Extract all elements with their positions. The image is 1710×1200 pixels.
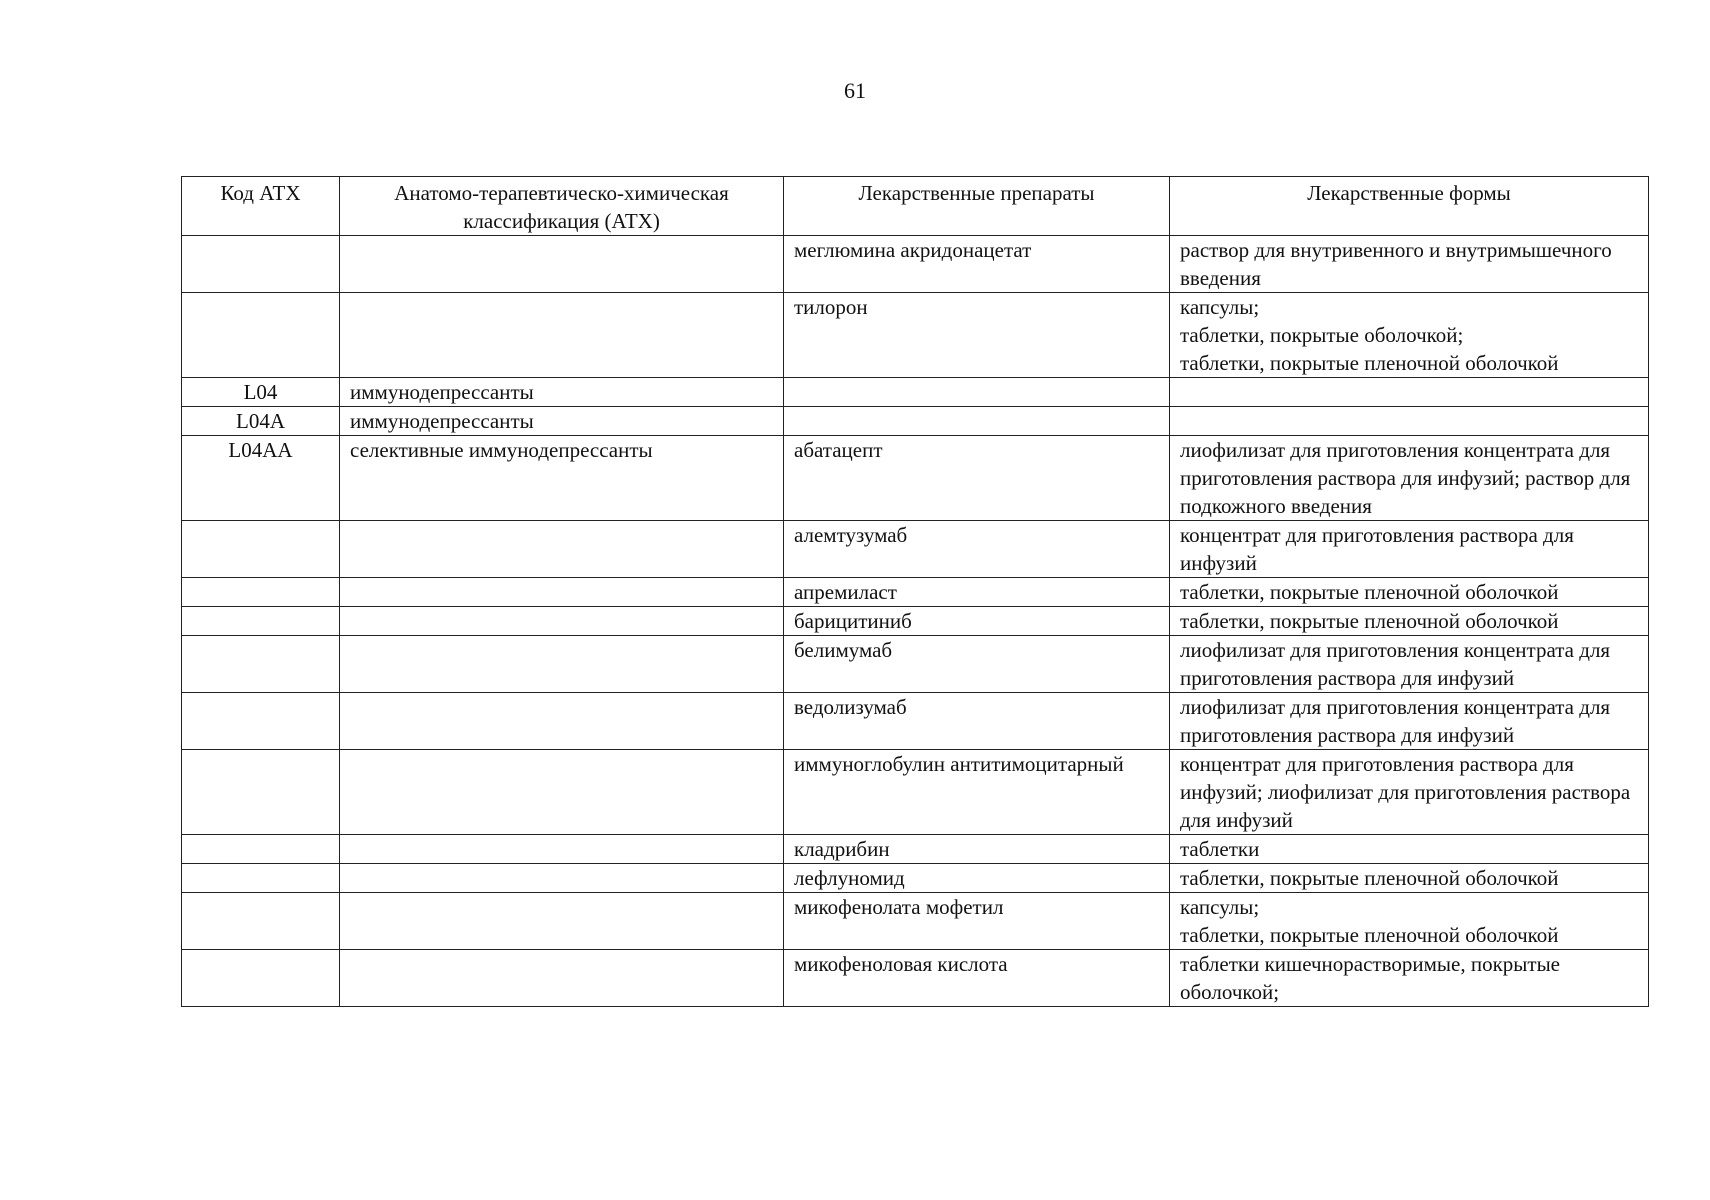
- atc-code-cell: [182, 578, 340, 607]
- drug-cell: белимумаб: [784, 636, 1170, 693]
- dosage-form-cell: лиофилизат для приготовления концентрата для приготовления раствора для инфузий; раствор для подкожного введения: [1170, 436, 1649, 521]
- header-classification: Анатомо-терапевтическо-химическая классификация (АТХ): [340, 177, 784, 236]
- table-row: [182, 378, 1649, 407]
- table-row: [182, 578, 1649, 607]
- atc-code-cell: [182, 636, 340, 693]
- classification-cell: [340, 893, 784, 950]
- table-row: [182, 835, 1649, 864]
- table-row: [182, 750, 1649, 835]
- atc-code-cell: [182, 236, 340, 293]
- atc-code-cell: L04AA: [182, 436, 340, 521]
- drug-cell: микофеноловая кислота: [784, 950, 1170, 1007]
- header-drugs: Лекарственные препараты: [784, 177, 1170, 236]
- classification-cell: [340, 636, 784, 693]
- dosage-form-cell: капсулы; таблетки, покрытые пленочной оболочкой: [1170, 893, 1649, 950]
- table-row: [182, 407, 1649, 436]
- table-row: [182, 864, 1649, 893]
- classification-cell: иммунодепрессанты: [340, 407, 784, 436]
- drug-cell: абатацепт: [784, 436, 1170, 521]
- drug-cell: алемтузумаб: [784, 521, 1170, 578]
- drug-cell: тилорон: [784, 293, 1170, 378]
- dosage-form-cell: капсулы; таблетки, покрытые оболочкой; таблетки, покрытые пленочной оболочкой: [1170, 293, 1649, 378]
- table-header-row: [182, 177, 1649, 236]
- table-row: [182, 636, 1649, 693]
- atc-code-cell: [182, 864, 340, 893]
- dosage-form-cell: раствор для внутривенного и внутримышечного введения: [1170, 236, 1649, 293]
- dosage-form-cell: [1170, 378, 1649, 407]
- classification-cell: [340, 521, 784, 578]
- atc-code-cell: [182, 750, 340, 835]
- dosage-form-cell: концентрат для приготовления раствора для инфузий: [1170, 521, 1649, 578]
- classification-cell: [340, 607, 784, 636]
- dosage-form-cell: таблетки, покрытые пленочной оболочкой: [1170, 578, 1649, 607]
- drug-cell: микофенолата мофетил: [784, 893, 1170, 950]
- drug-cell: кладрибин: [784, 835, 1170, 864]
- header-forms: Лекарственные формы: [1170, 177, 1649, 236]
- drug-cell: ведолизумаб: [784, 693, 1170, 750]
- table-row: [182, 293, 1649, 378]
- dosage-form-cell: таблетки кишечнорастворимые, покрытые оболочкой;: [1170, 950, 1649, 1007]
- table-row: [182, 521, 1649, 578]
- drug-cell: апремиласт: [784, 578, 1170, 607]
- table-row: [182, 950, 1649, 1007]
- table-row: [182, 693, 1649, 750]
- atc-drug-table: [181, 176, 1649, 1007]
- dosage-form-cell: лиофилизат для приготовления концентрата для приготовления раствора для инфузий: [1170, 693, 1649, 750]
- classification-cell: [340, 693, 784, 750]
- table-row: [182, 236, 1649, 293]
- header-code: Код АТХ: [182, 177, 340, 236]
- dosage-form-cell: [1170, 407, 1649, 436]
- dosage-form-cell: концентрат для приготовления раствора для инфузий; лиофилизат для приготовления раствора для инфузий: [1170, 750, 1649, 835]
- atc-code-cell: [182, 607, 340, 636]
- classification-cell: иммунодепрессанты: [340, 378, 784, 407]
- page-number: 61: [844, 78, 866, 103]
- dosage-form-cell: лиофилизат для приготовления концентрата для приготовления раствора для инфузий: [1170, 636, 1649, 693]
- classification-cell: [340, 750, 784, 835]
- classification-cell: селективные иммунодепрессанты: [340, 436, 784, 521]
- atc-code-cell: [182, 293, 340, 378]
- table-row: [182, 893, 1649, 950]
- table-row: [182, 607, 1649, 636]
- dosage-form-cell: таблетки, покрытые пленочной оболочкой: [1170, 607, 1649, 636]
- atc-code-cell: [182, 950, 340, 1007]
- classification-cell: [340, 236, 784, 293]
- classification-cell: [340, 835, 784, 864]
- drug-cell: лефлуномид: [784, 864, 1170, 893]
- atc-code-cell: L04A: [182, 407, 340, 436]
- drug-cell: [784, 378, 1170, 407]
- table-row: [182, 436, 1649, 521]
- classification-cell: [340, 293, 784, 378]
- dosage-form-cell: таблетки: [1170, 835, 1649, 864]
- atc-code-cell: [182, 835, 340, 864]
- atc-code-cell: L04: [182, 378, 340, 407]
- drug-cell: барицитиниб: [784, 607, 1170, 636]
- dosage-form-cell: таблетки, покрытые пленочной оболочкой: [1170, 864, 1649, 893]
- atc-code-cell: [182, 521, 340, 578]
- drug-cell: [784, 407, 1170, 436]
- classification-cell: [340, 864, 784, 893]
- atc-code-cell: [182, 893, 340, 950]
- drug-cell: иммуноглобулин антитимоцитарный: [784, 750, 1170, 835]
- classification-cell: [340, 950, 784, 1007]
- drug-cell: меглюмина акридонацетат: [784, 236, 1170, 293]
- atc-code-cell: [182, 693, 340, 750]
- classification-cell: [340, 578, 784, 607]
